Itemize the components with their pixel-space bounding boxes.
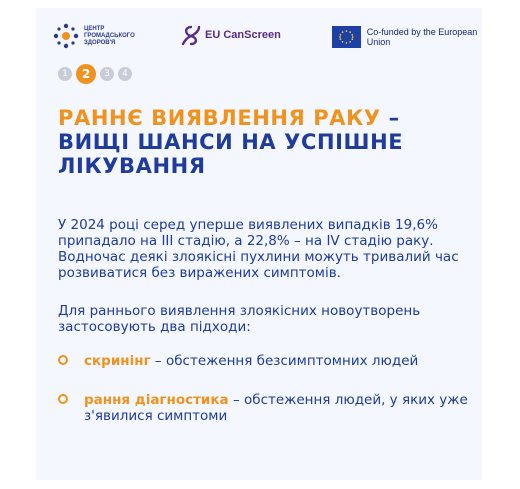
list-item-early-diagnostics <box>58 392 478 424</box>
eucanscreen-logo-text: EU CanScreen <box>205 29 281 41</box>
list-item-desc: – обстеження людей, у яких уже з'явилися симптоми <box>84 392 468 424</box>
public-health-center-icon <box>52 22 80 50</box>
partner-logos <box>36 22 482 54</box>
paragraph-statistics: У 2024 році серед уперше виявлених випадків 19,6% припадало на III стадію, а 22,8% – на IV стадію раку. Водночас деякі злоякісні пухлини можуть тривалий час розвиватися без виражених симптомів. <box>58 217 459 281</box>
ribbon-icon <box>180 24 202 46</box>
bullet-circle-icon <box>58 394 68 404</box>
step-2-active: 2 <box>76 64 96 84</box>
step-3: 3 <box>100 67 114 81</box>
public-health-center-logo <box>52 22 136 50</box>
eu-cofunded-text: Co-funded by the European Union <box>366 27 478 47</box>
page-title <box>58 106 478 178</box>
public-health-center-logo-text: ЦЕНТР ГРОМАДСЬКОГО ЗДОРОВ'Я <box>84 25 135 46</box>
list-item-screening <box>58 353 478 369</box>
step-4: 4 <box>118 67 132 81</box>
title-accent: РАННЄ ВИЯВЛЕННЯ РАКУ <box>58 106 381 130</box>
eu-cofunded-logo <box>332 26 482 48</box>
list-item-term: скринінг <box>84 353 151 369</box>
list-item-desc: – обстеження безсимптомних людей <box>150 353 419 369</box>
step-indicator <box>58 64 136 84</box>
list-item-text <box>84 353 478 369</box>
list-item-term: рання діагностика <box>84 392 229 408</box>
infographic-card <box>36 8 482 480</box>
eu-flag-icon <box>332 26 361 48</box>
eucanscreen-logo <box>180 24 281 46</box>
bullet-circle-icon <box>58 355 68 365</box>
step-1: 1 <box>58 67 72 81</box>
paragraph-approaches: Для раннього виявлення злоякісних новоутворень застосовують два підходи: <box>58 303 421 335</box>
title-rest: – ВИЩІ ШАНСИ НА УСПІШНЕ ЛІКУВАННЯ <box>58 106 404 178</box>
list-item-text <box>84 392 478 424</box>
